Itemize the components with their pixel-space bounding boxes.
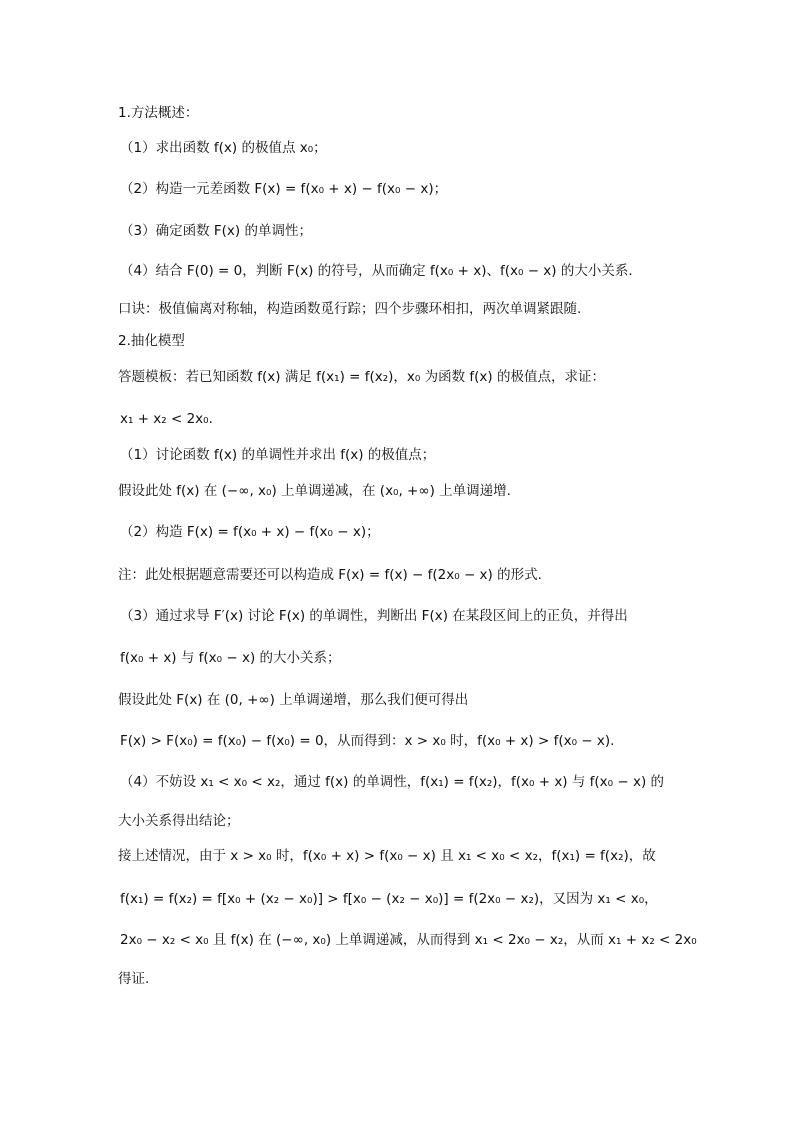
proof-line-2: f(x₁) = f(x₂) = f[x₀ + (x₂ − x₀)] > f[x₀ − (x₂ − x₀)] = f(2x₀ − x₂)，又因为 x₁ < x₀， — [120, 891, 658, 907]
proof-line-1: 接上述情况，由于 x > x₀ 时，f(x₀ + x) > f(x₀ − x) 且 x₁ < x₀ < x₂，f(x₁) = f(x₂)，故 — [118, 848, 656, 864]
note-line: 注：此处根据题意需要还可以构造成 F(x) = f(x) − f(2x₀ − x) 的形式. — [118, 567, 542, 583]
proof-line-3: 2x₀ − x₂ < x₀ 且 f(x) 在 (−∞, x₀) 上单调递减，从而得到 x₁ < 2x₀ − x₂，从而 x₁ + x₂ < 2x₀ — [120, 932, 697, 948]
model-step-4-continuation: 大小关系得出结论； — [118, 813, 240, 829]
assumption-increasing-line: 假设此处 F(x) 在 (0, +∞) 上单调递增，那么我们便可得出 — [118, 692, 469, 708]
step-1-line: （1）求出函数 f(x) 的极值点 x₀； — [120, 140, 327, 156]
proof-conclusion: 得证. — [118, 971, 150, 987]
assumption-monotonic-line: 假设此处 f(x) 在 (−∞, x₀) 上单调递减，在 (x₀, +∞) 上单调递增. — [118, 483, 511, 499]
model-step-4-line: （4）不妨设 x₁ < x₀ < x₂，通过 f(x) 的单调性，f(x₁) = f(x₂)，f(x₀ + x) 与 f(x₀ − x) 的 — [120, 774, 665, 790]
model-step-2-line: （2）构造 F(x) = f(x₀ + x) − f(x₀ − x)； — [120, 524, 380, 540]
step-3-line: （3）确定函数 F(x) 的单调性； — [120, 223, 312, 239]
section-heading-model: 2.抽化模型 — [118, 333, 185, 349]
step-4-line: （4）结合 F(0) = 0，判断 F(x) 的符号，从而确定 f(x₀ + x)、f(x₀ − x) 的大小关系. — [120, 263, 633, 279]
template-intro-line: 答题模板：若已知函数 f(x) 满足 f(x₁) = f(x₂)，x₀ 为函数 f(x) 的极值点，求证： — [118, 369, 605, 385]
model-step-1-line: （1）讨论函数 f(x) 的单调性并求出 f(x) 的极值点； — [120, 447, 436, 463]
model-step-3-line: （3）通过求导 F′(x) 讨论 F(x) 的单调性，判断出 F(x) 在某段区间上的正负，并得出 — [120, 608, 628, 624]
inequality-derivation-line: F(x) > F(x₀) = f(x₀) − f(x₀) = 0，从而得到：x > x₀ 时，f(x₀ + x) > f(x₀ − x). — [120, 733, 615, 749]
model-step-3-continuation: f(x₀ + x) 与 f(x₀ − x) 的大小关系； — [120, 650, 341, 666]
step-2-line: （2）构造一元差函数 F(x) = f(x₀ + x) − f(x₀ − x)； — [120, 181, 448, 197]
template-goal-line: x₁ + x₂ < 2x₀. — [120, 411, 213, 427]
mnemonic-line: 口诀：极值偏离对称轴，构造函数觅行踪；四个步骤环相扣，两次单调紧跟随. — [118, 301, 582, 317]
section-heading-method-overview: 1.方法概述： — [118, 105, 199, 121]
